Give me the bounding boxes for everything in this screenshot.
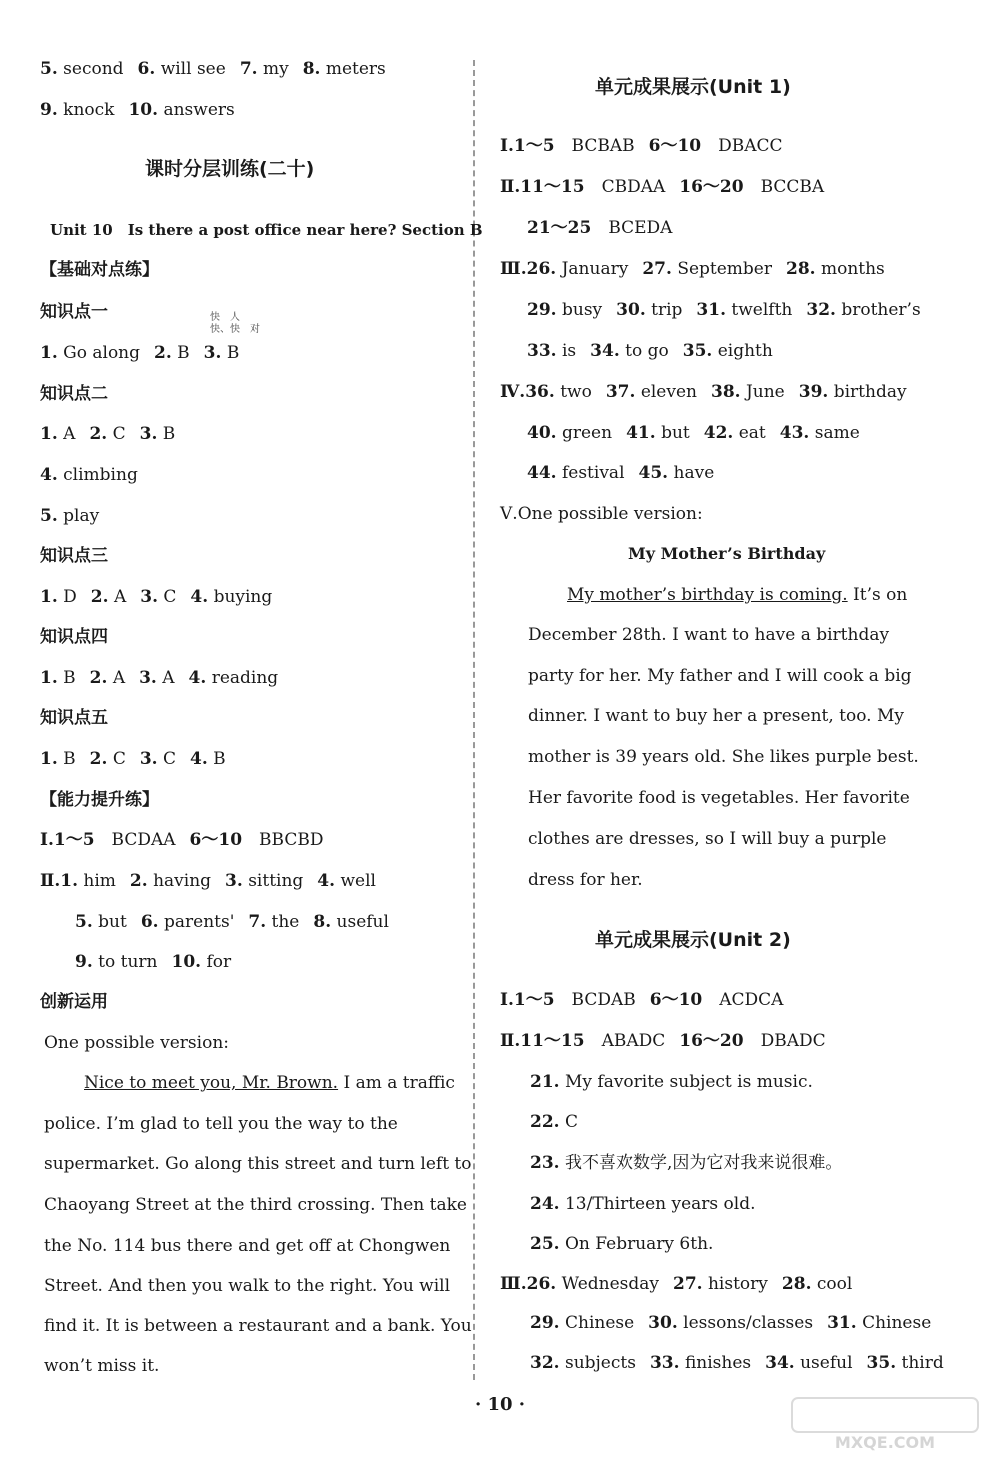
answer: B — [63, 668, 76, 688]
answer: DBADC — [760, 1031, 826, 1051]
answer-line — [500, 134, 783, 158]
q-num: 43. — [779, 423, 810, 443]
q-range: 6～10 — [189, 830, 243, 850]
answer: two — [560, 382, 592, 402]
q-num: 3. — [139, 424, 158, 444]
q-num: 1. — [40, 587, 58, 607]
answer-line — [40, 463, 138, 487]
q-num: 22. — [530, 1112, 560, 1132]
q-num: 2. — [89, 424, 108, 444]
q-num: 6. — [137, 59, 156, 79]
answer: will see — [160, 59, 226, 79]
q-num: 29. — [530, 1313, 560, 1333]
answer: parents' — [163, 912, 235, 932]
q-num: 21. — [530, 1072, 560, 1092]
essay-text: I am a traffic — [343, 1073, 455, 1093]
q-num: 1. — [40, 424, 58, 444]
q-range: 6～10 — [648, 136, 702, 156]
answer-line — [500, 1029, 826, 1053]
answer: A — [162, 668, 175, 688]
answer: My favorite subject is music. — [564, 1072, 813, 1092]
answer: history — [707, 1274, 768, 1294]
answer: busy — [561, 300, 603, 320]
answer: BCDAB — [571, 990, 636, 1010]
answer: eat — [738, 423, 766, 443]
answer: brother’s — [841, 300, 921, 320]
answer-line — [527, 216, 672, 240]
answer-line — [500, 380, 907, 404]
answer-line — [40, 666, 278, 690]
answer: for — [206, 952, 232, 972]
q-num: 23. — [530, 1153, 560, 1173]
essay-line: won’t miss it. — [44, 1356, 160, 1376]
answer: January — [561, 259, 629, 279]
answer: knock — [63, 100, 115, 120]
answer: ABADC — [601, 1031, 666, 1051]
answer: play — [63, 506, 100, 526]
q-num: 2. — [90, 587, 109, 607]
answer: meters — [325, 59, 386, 79]
q-num: 9. — [75, 952, 93, 972]
essay-line: Her favorite food is vegetables. Her favorite — [528, 788, 910, 808]
q-num: 8. — [313, 912, 332, 932]
answer: months — [820, 259, 885, 279]
q-num: 5. — [40, 506, 58, 526]
answer: B — [226, 343, 240, 363]
answer-line — [500, 988, 783, 1012]
q-range: 1～5 — [53, 830, 95, 850]
answer-line — [500, 1272, 852, 1296]
answer-line — [40, 98, 235, 122]
q-num: 39. — [798, 382, 829, 402]
answer: having — [153, 871, 212, 891]
q-num: 26. — [526, 1274, 557, 1294]
answer: to go — [625, 341, 669, 361]
answer: C — [112, 424, 126, 444]
q-num: 27. — [642, 259, 672, 279]
q-num: 2. — [129, 871, 148, 891]
answer: BCEDA — [608, 218, 673, 238]
essay-line: dinner. I want to buy her a present, too. My — [528, 706, 904, 726]
answer: Go along — [63, 343, 141, 363]
answer: finishes — [684, 1353, 752, 1373]
answer: C — [162, 749, 176, 769]
q-num: 31. — [696, 300, 726, 320]
watermark-logo — [790, 1396, 980, 1452]
answer: BBCBD — [259, 830, 324, 850]
q-num: 2. — [154, 343, 172, 363]
answer: to turn — [98, 952, 158, 972]
answer: A — [112, 668, 126, 688]
answer: 13/Thirteen years old. — [564, 1194, 756, 1214]
essay-text: It’s on — [853, 585, 908, 605]
essay-line: police. I’m glad to tell you the way to the — [44, 1114, 398, 1134]
answer: twelfth — [731, 300, 793, 320]
answer: Chinese — [564, 1313, 635, 1333]
q-num: 29. — [527, 300, 557, 320]
q-num: 35. — [682, 341, 713, 361]
essay-underlined-opening: My mother’s birthday is coming. — [567, 585, 848, 605]
answer: DBACC — [718, 136, 783, 156]
q-num: 44. — [527, 463, 557, 483]
answer: green — [561, 423, 613, 443]
q-num: 26. — [526, 259, 557, 279]
answer: festival — [561, 463, 625, 483]
page-number: · 10 · — [474, 1394, 526, 1415]
essay-line — [84, 1071, 455, 1095]
q-range: 1～5 — [513, 136, 555, 156]
answer: A — [63, 424, 76, 444]
answer-line — [530, 1110, 578, 1134]
q-num: 33. — [649, 1353, 680, 1373]
answer-line — [530, 1232, 713, 1256]
q-num: 38. — [710, 382, 741, 402]
answer: have — [673, 463, 715, 483]
roman-num: Ⅰ. — [500, 990, 514, 1010]
answer: useful — [336, 912, 389, 932]
answer-line — [530, 1311, 931, 1335]
answer: buying — [213, 587, 273, 607]
answer-line — [40, 869, 376, 893]
answer: C — [564, 1112, 578, 1132]
q-num: 31. — [827, 1313, 857, 1333]
q-num: 1. — [40, 749, 58, 769]
q-num: 28. — [785, 259, 816, 279]
answer: third — [901, 1353, 944, 1373]
q-num: 1. — [40, 668, 58, 688]
answer: well — [340, 871, 376, 891]
answer: same — [814, 423, 860, 443]
q-num: 3. — [140, 587, 158, 607]
essay-line: mother is 39 years old. She likes purple best. — [528, 747, 919, 767]
q-num: 4. — [317, 871, 336, 891]
answer: birthday — [833, 382, 907, 402]
q-num: 41. — [626, 423, 656, 443]
answer: trip — [651, 300, 683, 320]
answer: but — [98, 912, 127, 932]
essay-line: the No. 114 bus there and get off at Chongwen — [44, 1236, 451, 1256]
q-range: 21～25 — [527, 218, 592, 238]
q-num: 8. — [302, 59, 321, 79]
q-num: 36. — [525, 382, 555, 402]
knowledge-point-heading: 知识点二 — [40, 384, 108, 404]
answer-line — [40, 747, 226, 771]
essay-line: supermarket. Go along this street and turn left to — [44, 1154, 472, 1174]
answer: climbing — [63, 465, 138, 485]
handwritten-marks: 快 人 快、快 对 — [210, 312, 260, 335]
answer: useful — [800, 1353, 853, 1373]
answer: reading — [211, 668, 279, 688]
answer: June — [745, 382, 785, 402]
answer-line — [500, 257, 885, 281]
knowledge-point-heading: 知识点三 — [40, 546, 108, 566]
q-num: 6. — [140, 912, 159, 932]
answer: CBDAA — [601, 177, 666, 197]
q-num: 42. — [703, 423, 734, 443]
essay-line: clothes are dresses, so I will buy a purple — [528, 829, 887, 849]
answer: but — [661, 423, 690, 443]
roman-num: Ⅴ. — [500, 504, 518, 524]
essay-line: Street. And then you walk to the right. You will — [44, 1276, 451, 1296]
q-num: 37. — [605, 382, 636, 402]
answer-line — [500, 175, 824, 199]
answer-line — [527, 421, 860, 445]
q-num: 27. — [673, 1274, 703, 1294]
knowledge-point-heading: 知识点五 — [40, 708, 108, 728]
q-num: 7. — [239, 59, 258, 79]
q-range: 11～15 — [520, 1031, 585, 1051]
answer: is — [561, 341, 577, 361]
q-range: 1～5 — [513, 990, 555, 1010]
roman-num: Ⅰ. — [500, 136, 514, 156]
answer: my — [262, 59, 289, 79]
essay-line: party for her. My father and I will cook a big — [528, 666, 912, 686]
answer-line — [40, 422, 175, 446]
answer: the — [271, 912, 300, 932]
roman-num: Ⅱ. — [500, 177, 521, 197]
essay-underlined-opening: Nice to meet you, Mr. Brown. — [84, 1073, 339, 1093]
possible-version-label: One possible version: — [44, 1033, 229, 1053]
roman-num: Ⅱ. — [500, 1031, 521, 1051]
roman-num: Ⅱ. — [40, 871, 61, 891]
q-num: 4. — [188, 668, 207, 688]
knowledge-point-heading: 知识点四 — [40, 627, 108, 647]
q-num: 2. — [89, 668, 108, 688]
answer: September — [677, 259, 772, 279]
q-num: 3. — [139, 749, 158, 769]
answer-line — [75, 950, 231, 974]
answer: cool — [816, 1274, 853, 1294]
answer: A — [113, 587, 127, 607]
q-num: 35. — [866, 1353, 897, 1373]
q-num: 33. — [527, 341, 557, 361]
answer-line — [527, 298, 921, 322]
answer: B — [177, 343, 190, 363]
essay-line: December 28th. I want to have a birthday — [528, 625, 890, 645]
answer: him — [83, 871, 116, 891]
answer: 我不喜欢数学,因为它对我来说很难。 — [564, 1153, 843, 1173]
answer-line — [530, 1192, 756, 1216]
answer: BCBAB — [571, 136, 635, 156]
q-num: 3. — [225, 871, 243, 891]
answer: B — [162, 424, 176, 444]
q-range: 6～10 — [649, 990, 703, 1010]
answer-line — [527, 339, 773, 363]
answer: C — [112, 749, 126, 769]
column-divider — [473, 60, 475, 1380]
basic-practice-heading: 【基础对点练】 — [40, 260, 159, 280]
q-num: 32. — [806, 300, 836, 320]
answer: lessons/classes — [683, 1313, 814, 1333]
q-num: 25. — [530, 1234, 560, 1254]
answer-line — [40, 585, 272, 609]
answer-line — [530, 1070, 813, 1094]
answer: eleven — [640, 382, 697, 402]
q-num: 4. — [190, 749, 208, 769]
unit1-title: 单元成果展示(Unit 1) — [595, 76, 791, 98]
q-num: 4. — [40, 465, 58, 485]
answer: Wednesday — [561, 1274, 659, 1294]
essay-title: My Mother’s Birthday — [628, 544, 826, 563]
answer: B — [213, 749, 226, 769]
answer: On February 6th. — [564, 1234, 714, 1254]
q-range: 16～20 — [679, 1031, 744, 1051]
q-range: 11～15 — [520, 177, 585, 197]
answer: Chinese — [862, 1313, 932, 1333]
answer-line — [530, 1151, 842, 1175]
essay-line: find it. It is between a restaurant and a bank. You — [44, 1316, 472, 1336]
q-num: 5. — [40, 59, 58, 79]
answer: second — [63, 59, 124, 79]
unit-heading: Unit 10 Is there a post office near here? Section B — [50, 221, 483, 239]
q-num: 40. — [527, 423, 557, 443]
answer: eighth — [717, 341, 773, 361]
q-num: 1. — [60, 871, 78, 891]
answer: B — [63, 749, 76, 769]
answer: ACDCA — [719, 990, 784, 1010]
q-num: 10. — [128, 100, 159, 120]
q-num: 30. — [616, 300, 646, 320]
answer: answers — [163, 100, 235, 120]
answer-line — [527, 461, 714, 485]
answer: D — [63, 587, 77, 607]
roman-num: Ⅲ. — [500, 1274, 527, 1294]
q-num: 30. — [648, 1313, 678, 1333]
q-num: 28. — [781, 1274, 812, 1294]
q-num: 3. — [203, 343, 222, 363]
ability-practice-heading: 【能力提升练】 — [40, 790, 159, 810]
answer-line — [530, 1351, 944, 1375]
q-num: 34. — [765, 1353, 795, 1373]
answer: C — [163, 587, 177, 607]
unit2-title: 单元成果展示(Unit 2) — [595, 929, 791, 951]
knowledge-point-heading: 知识点一 — [40, 302, 108, 322]
q-num: 24. — [530, 1194, 560, 1214]
answer-line — [40, 828, 323, 852]
q-range: 16～20 — [679, 177, 744, 197]
essay-line: Chaoyang Street at the third crossing. Then take — [44, 1195, 467, 1215]
watermark-text: MXQE.COM — [834, 1433, 936, 1452]
answer-line — [40, 341, 239, 365]
q-num: 7. — [248, 912, 267, 932]
q-num: 5. — [75, 912, 93, 932]
q-num: 1. — [40, 343, 58, 363]
essay-line: dress for her. — [528, 870, 643, 890]
answer-line — [500, 502, 703, 526]
answer-line — [75, 910, 389, 934]
q-num: 9. — [40, 100, 58, 120]
section-title: 课时分层训练(二十) — [145, 158, 315, 180]
roman-num: Ⅲ. — [500, 259, 527, 279]
answer: sitting — [248, 871, 304, 891]
answer-line — [40, 57, 386, 81]
q-num: 32. — [530, 1353, 560, 1373]
answer: BCCBA — [760, 177, 825, 197]
q-num: 2. — [89, 749, 108, 769]
q-num: 34. — [590, 341, 620, 361]
q-num: 10. — [171, 952, 202, 972]
q-num: 3. — [139, 668, 157, 688]
roman-num: Ⅰ. — [40, 830, 54, 850]
roman-num: Ⅳ. — [500, 382, 526, 402]
answer: subjects — [564, 1353, 636, 1373]
q-num: 4. — [190, 587, 209, 607]
answer: BCDAA — [111, 830, 176, 850]
answer-line — [40, 504, 99, 528]
possible-version-label: One possible version: — [517, 504, 703, 524]
q-num: 45. — [638, 463, 669, 483]
essay-line — [567, 583, 907, 607]
innovation-heading: 创新运用 — [40, 992, 108, 1012]
